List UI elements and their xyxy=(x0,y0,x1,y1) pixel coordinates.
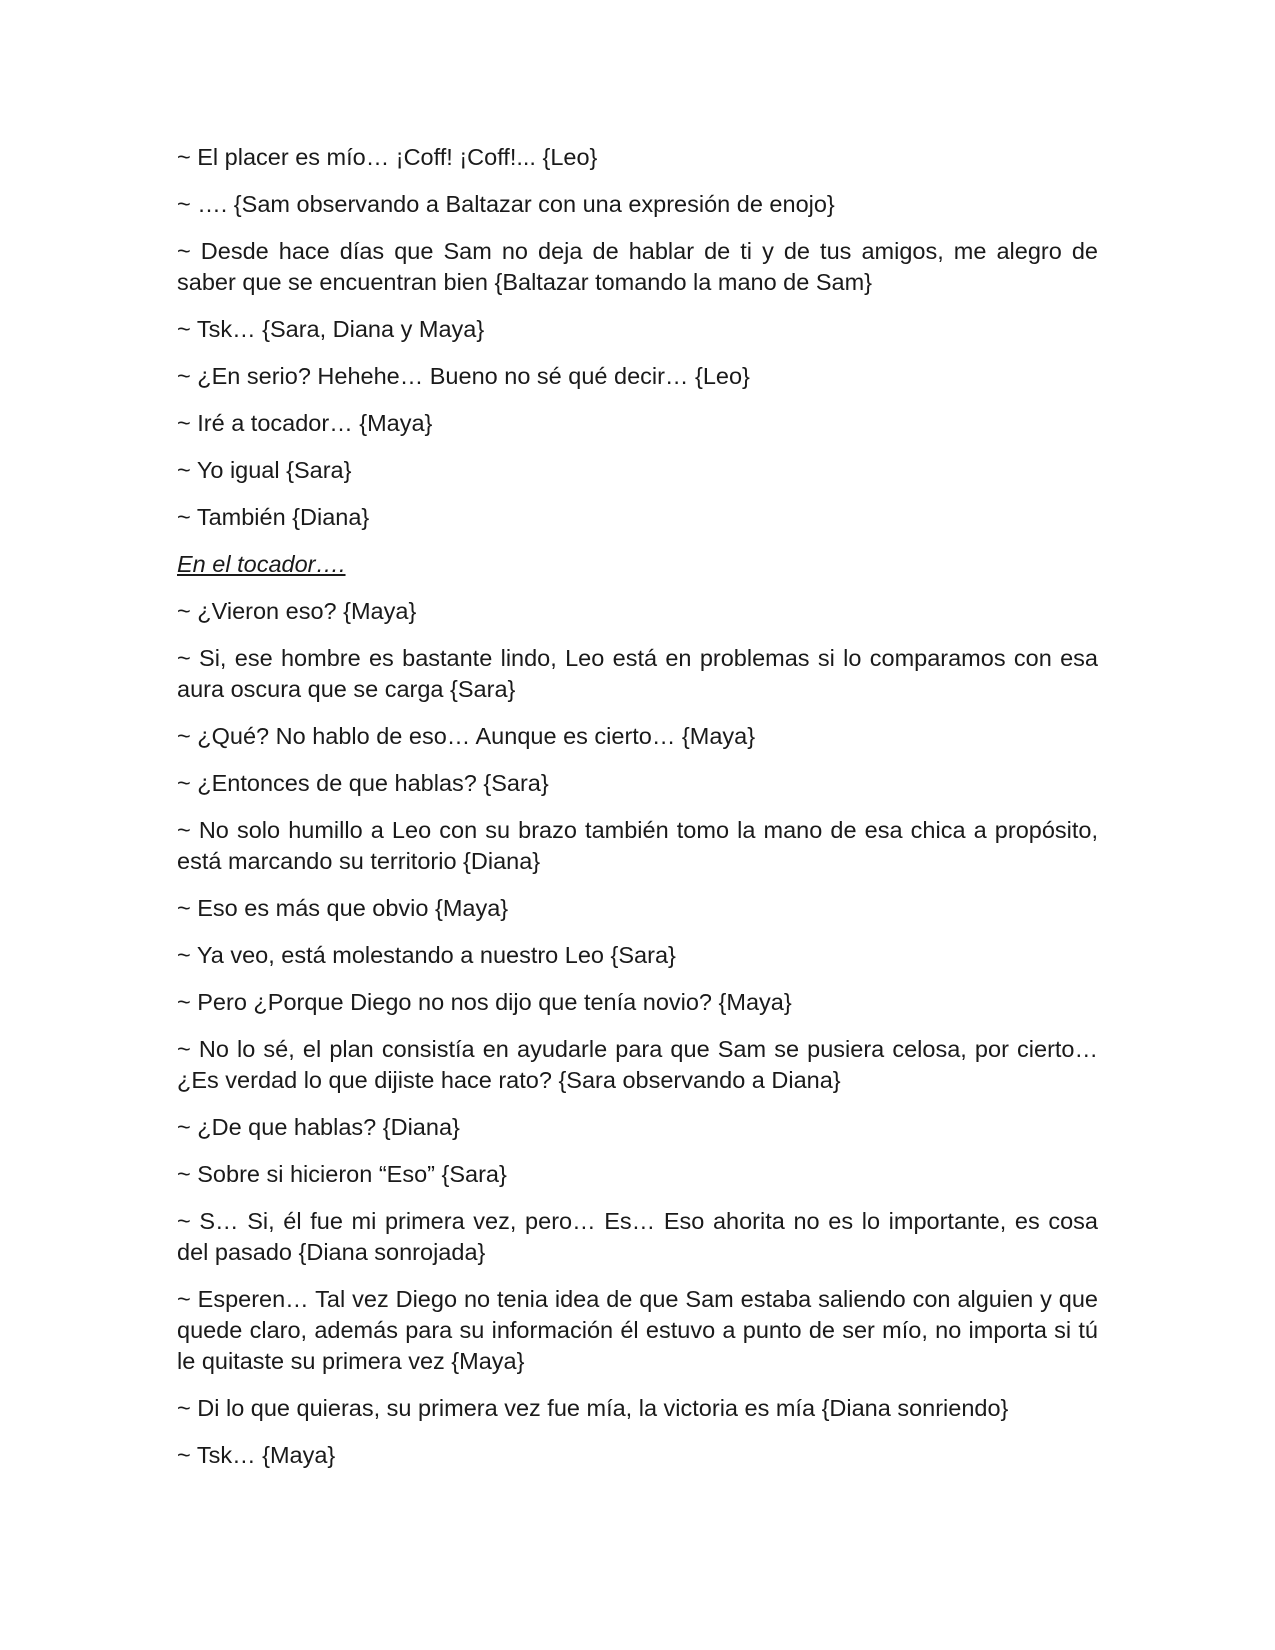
document-body xyxy=(177,142,1098,1487)
dialogue-line: ~ ¿Vieron eso? {Maya} xyxy=(177,598,417,624)
dialogue-line: ~ Iré a tocador… {Maya} xyxy=(177,410,433,436)
dialogue-line: ~ Esperen… Tal vez Diego no tenia idea de que Sam estaba saliendo con alguien y que quede claro, además para su información él estuvo a punto de ser mío, no importa si tú le quitaste su primera vez {Maya} xyxy=(177,1286,1098,1374)
dialogue-line: ~ Sobre si hicieron “Eso” {Sara} xyxy=(177,1161,507,1187)
dialogue-line: ~ No solo humillo a Leo con su brazo también tomo la mano de esa chica a propósito, está marcando su territorio {Diana} xyxy=(177,817,1098,874)
dialogue-line: ~ Si, ese hombre es bastante lindo, Leo está en problemas si lo comparamos con esa aura oscura que se carga {Sara} xyxy=(177,645,1098,702)
dialogue-line: ~ …. {Sam observando a Baltazar con una expresión de enojo} xyxy=(177,191,835,217)
dialogue-line: ~ Pero ¿Porque Diego no nos dijo que tenía novio? {Maya} xyxy=(177,989,792,1015)
dialogue-line: ~ Di lo que quieras, su primera vez fue mía, la victoria es mía {Diana sonriendo} xyxy=(177,1395,1009,1421)
dialogue-line: ~ Eso es más que obvio {Maya} xyxy=(177,895,509,921)
scene-heading: En el tocador…. xyxy=(177,551,346,577)
dialogue-line: ~ ¿En serio? Hehehe… Bueno no sé qué decir… {Leo} xyxy=(177,363,750,389)
dialogue-line: ~ También {Diana} xyxy=(177,504,370,530)
dialogue-line: ~ Tsk… {Sara, Diana y Maya} xyxy=(177,316,485,342)
dialogue-line: ~ ¿Qué? No hablo de eso… Aunque es cierto… {Maya} xyxy=(177,723,756,749)
dialogue-line: ~ S… Si, él fue mi primera vez, pero… Es… Eso ahorita no es lo importante, es cosa del pasado {Diana sonrojada} xyxy=(177,1208,1098,1265)
dialogue-line: ~ Yo igual {Sara} xyxy=(177,457,352,483)
dialogue-line: ~ ¿De que hablas? {Diana} xyxy=(177,1114,460,1140)
dialogue-line: ~ Tsk… {Maya} xyxy=(177,1442,336,1468)
dialogue-line: ~ Desde hace días que Sam no deja de hablar de ti y de tus amigos, me alegro de saber que se encuentran bien {Baltazar tomando la mano de Sam} xyxy=(177,238,1098,295)
dialogue-line: ~ ¿Entonces de que hablas? {Sara} xyxy=(177,770,549,796)
dialogue-line: ~ El placer es mío… ¡Coff! ¡Coff!... {Leo} xyxy=(177,144,598,170)
dialogue-line: ~ No lo sé, el plan consistía en ayudarle para que Sam se pusiera celosa, por cierto… ¿Es verdad lo que dijiste hace rato? {Sara observando a Diana} xyxy=(177,1036,1098,1093)
dialogue-line: ~ Ya veo, está molestando a nuestro Leo {Sara} xyxy=(177,942,676,968)
